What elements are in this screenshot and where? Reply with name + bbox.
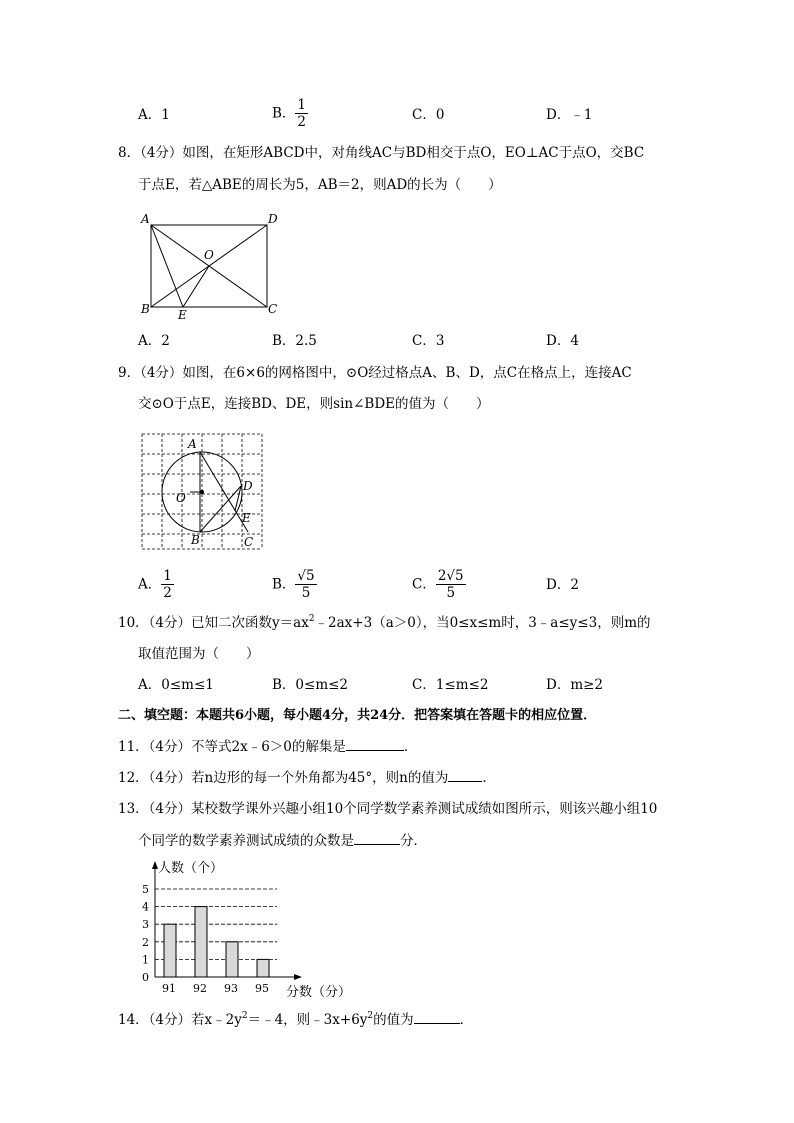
q10-option-b: B．0≤m≤2 bbox=[272, 677, 349, 693]
label-e: E bbox=[242, 511, 251, 525]
segment-ac bbox=[200, 452, 248, 532]
q10-option-c: C．1≤m≤2 bbox=[412, 677, 489, 693]
y-tick-label: 2 bbox=[142, 935, 149, 949]
q8-line1: 8．（4分）如图，在矩形ABCD中，对角线AC与BD相交于点O，EO⊥AC于点O，交BC bbox=[118, 145, 645, 161]
label-b: B bbox=[141, 302, 150, 316]
segment-ae bbox=[151, 225, 183, 307]
bar-95 bbox=[257, 959, 269, 977]
y-tick-label: 3 bbox=[142, 918, 149, 932]
x-tick-label: 93 bbox=[224, 982, 238, 995]
q11: 11．（4分）不等式2x﹣6＞0的解集是 ． bbox=[118, 739, 418, 755]
section2-heading: 二、填空题：本题共6小题，每小题4分，共24分．把答案填在答题卡的相应位置． bbox=[118, 708, 597, 723]
label-d: D bbox=[243, 479, 253, 493]
label-e: E bbox=[178, 308, 187, 320]
y-tick-label: 4 bbox=[142, 900, 149, 914]
q9-option-c: C． $\frac{2√5}{5}$ bbox=[412, 568, 464, 601]
segment-oe bbox=[183, 266, 209, 307]
q10-line2: 取值范围为（ ） bbox=[138, 646, 260, 662]
q7-option-b: B． $\frac{1}{2}$ bbox=[272, 97, 307, 130]
q7-option-a: A．1 bbox=[138, 107, 170, 123]
q9-option-a: A． $\frac{1}{2}$ bbox=[138, 568, 172, 601]
q8-option-b: B．2.5 bbox=[272, 333, 317, 349]
q7-option-d: D．﹣1 bbox=[546, 107, 593, 123]
y-tick-label: 5 bbox=[142, 883, 149, 896]
label-b: B bbox=[191, 533, 200, 547]
q10-option-a: A．0≤m≤1 bbox=[138, 677, 214, 693]
x-tick-label: 91 bbox=[162, 982, 176, 995]
label-a: A bbox=[141, 212, 150, 226]
q12: 12．（4分）若n边形的每一个外角都为45°，则n的值为 ． bbox=[118, 770, 496, 786]
x-tick-label: 95 bbox=[255, 982, 269, 995]
q8-option-a: A．2 bbox=[138, 333, 170, 349]
label-c: C bbox=[268, 302, 278, 316]
label-c: C bbox=[244, 535, 254, 549]
q8-option-d: D．4 bbox=[546, 333, 579, 349]
x-tick-label: 92 bbox=[193, 982, 207, 995]
q7-option-c: C．0 bbox=[412, 107, 445, 123]
q11-blank bbox=[346, 738, 404, 751]
q13-bar-chart bbox=[138, 855, 368, 1005]
q9-option-d: D．2 bbox=[546, 577, 579, 593]
q8-line2: 于点E，若△ABE的周长为5，AB＝2，则AD的长为（ ） bbox=[138, 177, 502, 193]
q13-blank bbox=[354, 832, 400, 845]
chart-xlabel: 分数（分） bbox=[286, 985, 352, 1000]
label-o: O bbox=[176, 491, 186, 505]
q9-option-b: B． $\frac{√5}{5}$ bbox=[272, 568, 315, 601]
q10-line1: 10．（4分）已知二次函数$y=ax^2﹣2ax+3(a>0)$，当0≤x≤m时，3﹣a≤y≤3，则m的 bbox=[118, 614, 651, 631]
label-d: D bbox=[268, 212, 278, 226]
segment-bd bbox=[200, 486, 241, 532]
bar-91 bbox=[164, 924, 176, 977]
q8-rectangle-figure bbox=[135, 205, 295, 320]
x-axis-arrow bbox=[294, 974, 302, 980]
bar-92 bbox=[195, 907, 207, 977]
y-tick-label: 1 bbox=[142, 953, 149, 967]
q14: 14．（4分）若$x﹣2y^2=﹣4$，则$﹣3x+6y^2$的值为 ． bbox=[118, 1011, 474, 1028]
label-o: O bbox=[204, 248, 214, 262]
q9-line2: 交⊙O于点E，连接BD、DE，则sin∠BDE的值为（ ） bbox=[138, 396, 490, 412]
y-tick-label: 0 bbox=[142, 971, 149, 984]
q14-blank bbox=[414, 1011, 460, 1024]
chart-ylabel: 人数（个） bbox=[158, 861, 224, 876]
label-a: A bbox=[188, 437, 197, 451]
q12-blank bbox=[448, 769, 482, 782]
q13-line1: 13．（4分）某校数学课外兴趣小组10个同学数学素养测试成绩如图所示，则该兴趣小组10 bbox=[118, 801, 658, 817]
q13-line2: 个同学的数学素养测试成绩的众数是 分． bbox=[138, 833, 427, 849]
q9-grid-figure bbox=[136, 428, 268, 554]
center-dot bbox=[200, 490, 204, 494]
bar-93 bbox=[226, 942, 238, 977]
q9-line1: 9．（4分）如图，在6×6的网格图中，⊙O经过格点A、B、D，点C在格点上，连接AC bbox=[118, 365, 632, 381]
q8-option-c: C．3 bbox=[412, 333, 445, 349]
q10-option-d: D．m≥2 bbox=[546, 677, 604, 693]
